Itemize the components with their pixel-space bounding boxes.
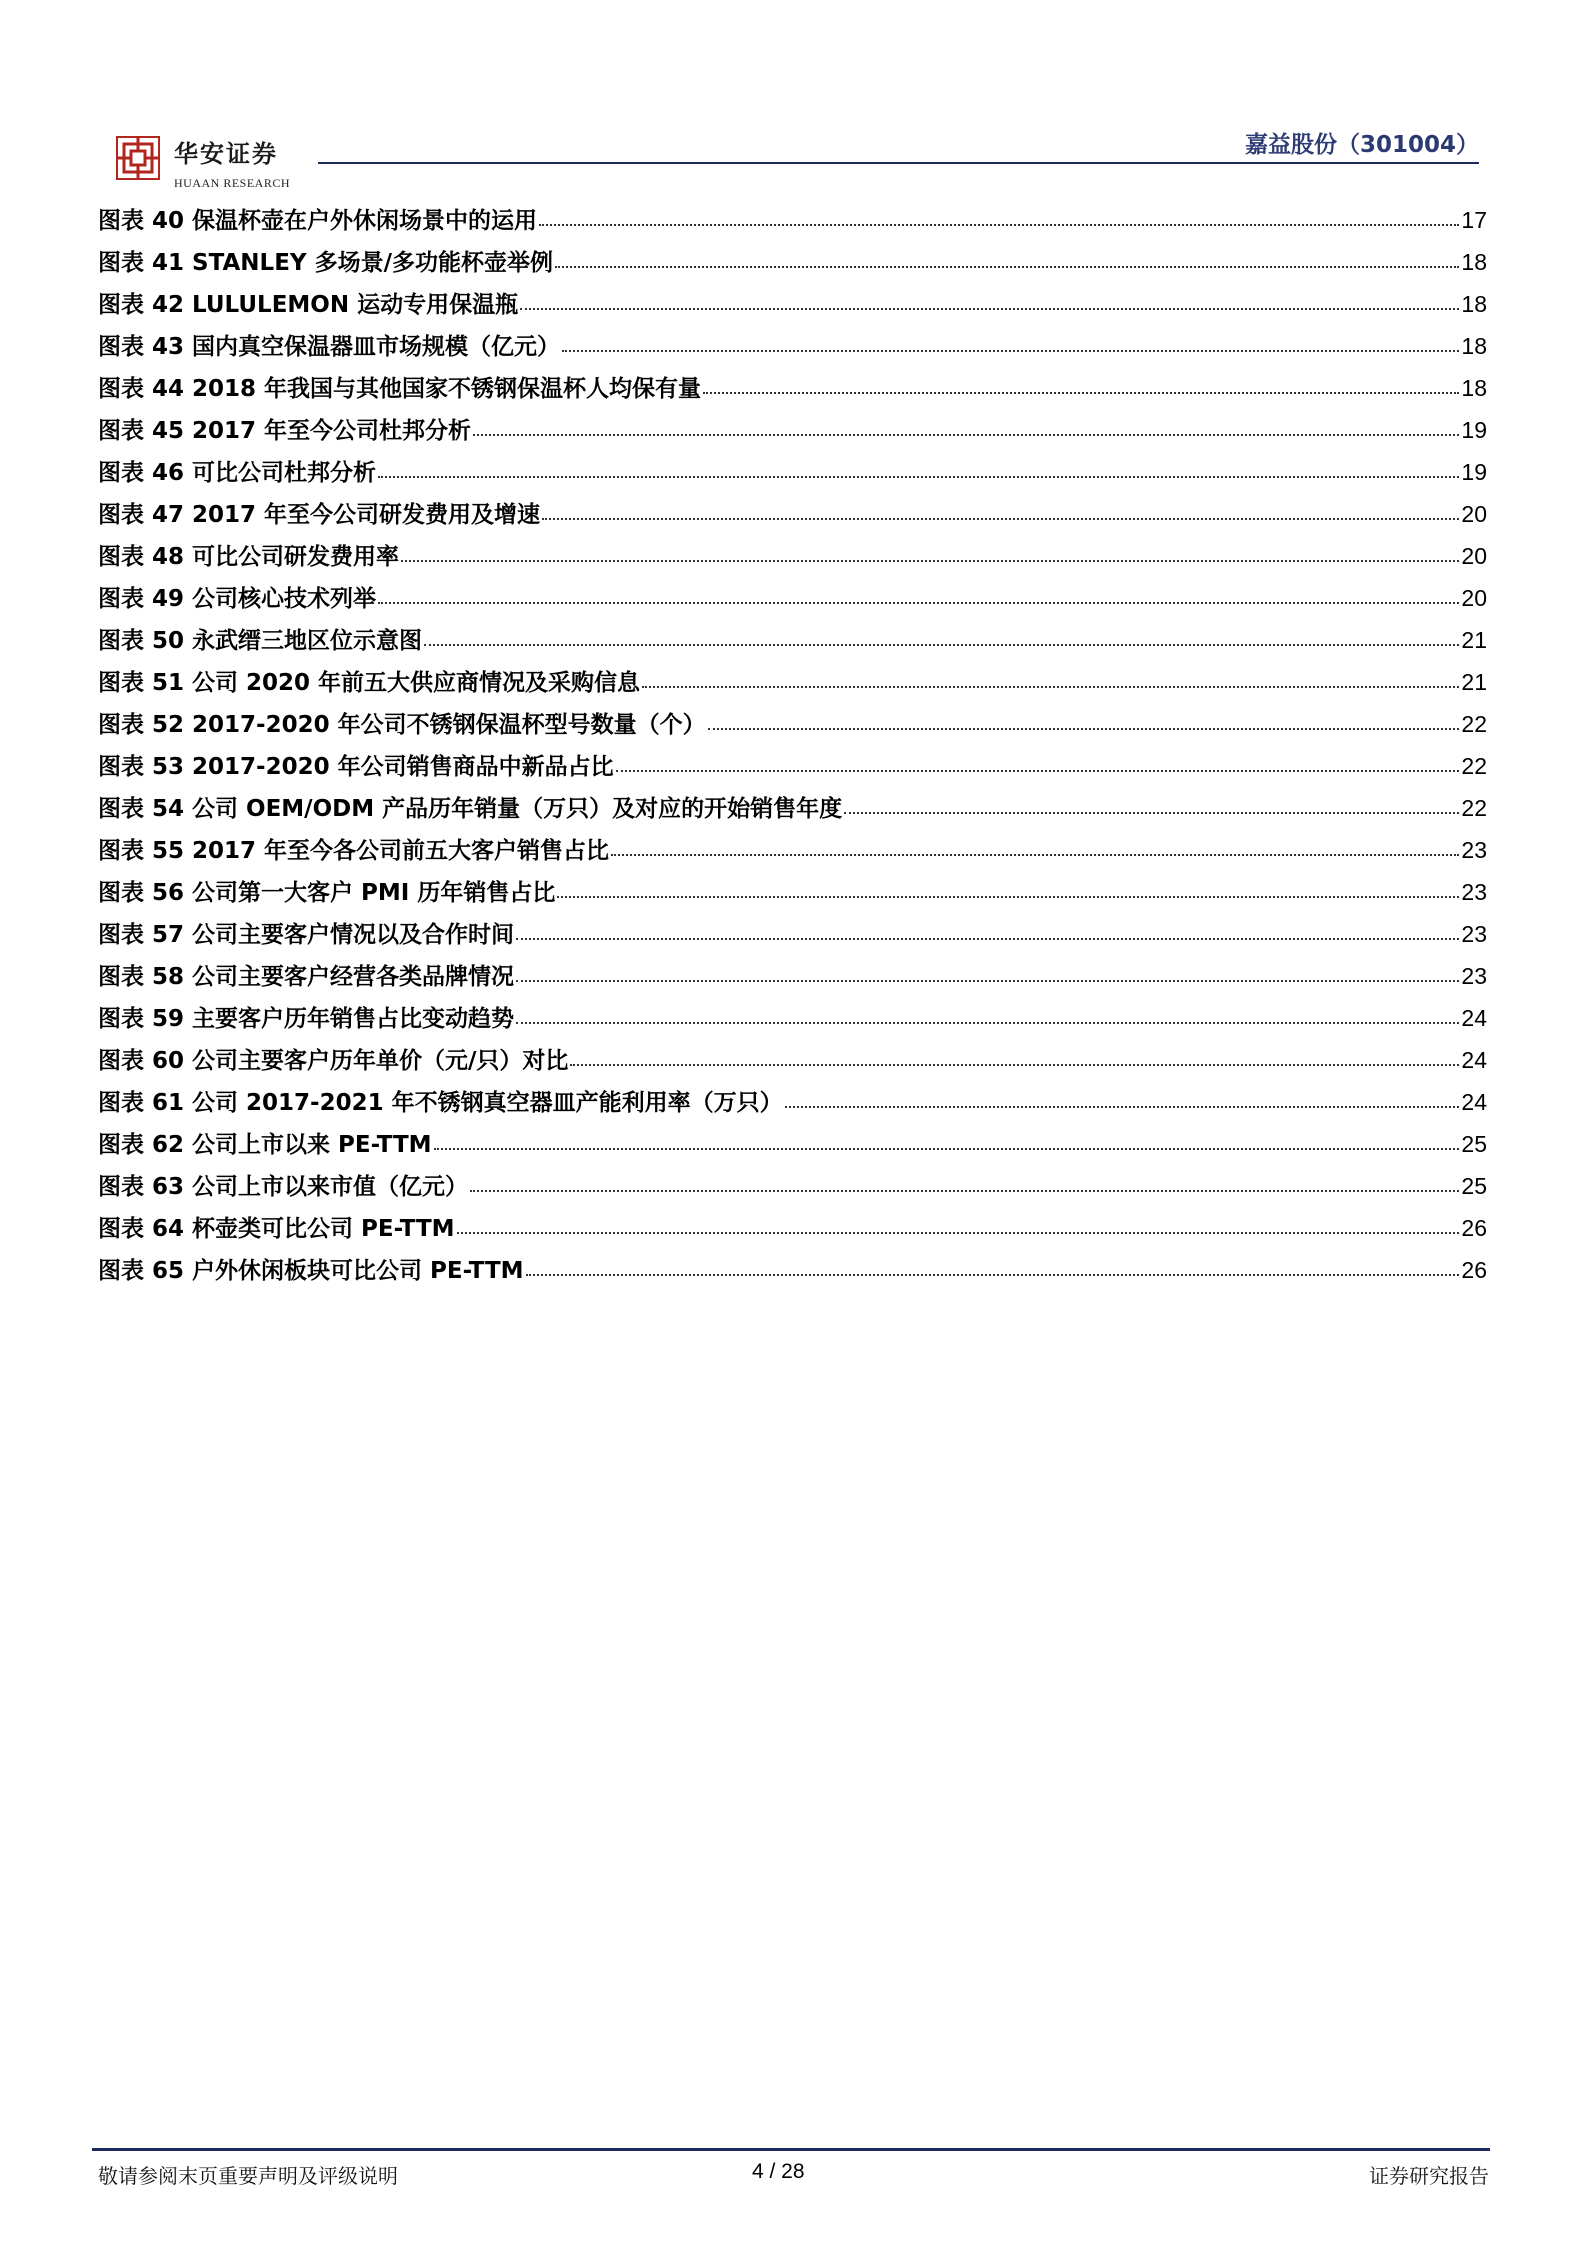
toc-entry[interactable] bbox=[98, 200, 1487, 242]
logo-subtext: HUAAN RESEARCH bbox=[174, 176, 291, 190]
toc-dot-leader bbox=[378, 450, 1459, 478]
toc-dot-leader bbox=[616, 744, 1460, 772]
toc-entry[interactable] bbox=[98, 1124, 1487, 1166]
toc-dot-leader bbox=[542, 492, 1459, 520]
toc-entry-label[interactable]: 图表 46 可比公司杜邦分析 bbox=[98, 460, 377, 486]
toc-dot-leader bbox=[844, 786, 1459, 814]
toc-entry-page[interactable]: 24 bbox=[1461, 1089, 1487, 1115]
toc-entry[interactable] bbox=[98, 704, 1487, 746]
toc-entry[interactable] bbox=[98, 284, 1487, 326]
toc-entry-page[interactable]: 20 bbox=[1461, 543, 1487, 569]
toc-dot-leader bbox=[785, 1080, 1460, 1108]
toc-entry-label[interactable]: 图表 54 公司 OEM/ODM 产品历年销量（万只）及对应的开始销售年度 bbox=[98, 796, 843, 822]
toc-entry-page[interactable]: 20 bbox=[1461, 585, 1487, 611]
toc-entry-label[interactable]: 图表 56 公司第一大客户 PMI 历年销售占比 bbox=[98, 880, 556, 906]
toc-dot-leader bbox=[642, 660, 1459, 688]
toc-entry-page[interactable]: 26 bbox=[1461, 1215, 1487, 1241]
toc-dot-leader bbox=[457, 1206, 1460, 1234]
toc-dot-leader bbox=[703, 366, 1459, 394]
toc-entry-label[interactable]: 图表 62 公司上市以来 PE-TTM bbox=[98, 1132, 432, 1158]
toc-entry-page[interactable]: 18 bbox=[1461, 249, 1487, 275]
toc-entry[interactable] bbox=[98, 1208, 1487, 1250]
toc-entry-label[interactable]: 图表 53 2017-2020 年公司销售商品中新品占比 bbox=[98, 754, 614, 780]
toc-dot-leader bbox=[570, 1038, 1459, 1066]
report-title: 嘉益股份（301004） bbox=[1244, 132, 1479, 158]
huaan-logo-icon bbox=[116, 136, 160, 180]
toc-entry-label[interactable]: 图表 65 户外休闲板块可比公司 PE-TTM bbox=[98, 1258, 524, 1284]
toc-entry[interactable] bbox=[98, 368, 1487, 410]
toc-entry[interactable] bbox=[98, 494, 1487, 536]
footer-disclaimer: 敬请参阅末页重要声明及评级说明 bbox=[98, 2164, 398, 2188]
toc-dot-leader bbox=[562, 324, 1459, 352]
toc-entry[interactable] bbox=[98, 1082, 1487, 1124]
toc-entry-label[interactable]: 图表 49 公司核心技术列举 bbox=[98, 586, 377, 612]
toc-entry-label[interactable]: 图表 63 公司上市以来市值（亿元） bbox=[98, 1174, 469, 1200]
figure-index-list bbox=[98, 200, 1487, 1292]
toc-dot-leader bbox=[555, 240, 1459, 268]
toc-entry-page[interactable]: 18 bbox=[1461, 375, 1487, 401]
toc-entry[interactable] bbox=[98, 914, 1487, 956]
toc-dot-leader bbox=[434, 1122, 1460, 1150]
toc-entry-page[interactable]: 17 bbox=[1461, 207, 1487, 233]
toc-entry[interactable] bbox=[98, 830, 1487, 872]
footer-report-type: 证券研究报告 bbox=[1369, 2164, 1489, 2188]
toc-entry-label[interactable]: 图表 51 公司 2020 年前五大供应商情况及采购信息 bbox=[98, 670, 641, 696]
toc-entry[interactable] bbox=[98, 242, 1487, 284]
toc-entry-label[interactable]: 图表 58 公司主要客户经营各类品牌情况 bbox=[98, 964, 515, 990]
toc-entry[interactable] bbox=[98, 410, 1487, 452]
toc-dot-leader bbox=[516, 912, 1459, 940]
toc-entry-label[interactable]: 图表 55 2017 年至今各公司前五大客户销售占比 bbox=[98, 838, 610, 864]
toc-entry-page[interactable]: 25 bbox=[1461, 1131, 1487, 1157]
toc-entry-page[interactable]: 24 bbox=[1461, 1005, 1487, 1031]
toc-entry-page[interactable]: 18 bbox=[1461, 291, 1487, 317]
toc-entry[interactable] bbox=[98, 788, 1487, 830]
toc-entry[interactable] bbox=[98, 326, 1487, 368]
toc-entry-label[interactable]: 图表 59 主要客户历年销售占比变动趋势 bbox=[98, 1006, 515, 1032]
toc-entry-label[interactable]: 图表 45 2017 年至今公司杜邦分析 bbox=[98, 418, 472, 444]
toc-entry-page[interactable]: 19 bbox=[1461, 417, 1487, 443]
toc-entry[interactable] bbox=[98, 620, 1487, 662]
toc-entry[interactable] bbox=[98, 1040, 1487, 1082]
toc-dot-leader bbox=[473, 408, 1459, 436]
toc-entry-page[interactable]: 23 bbox=[1461, 921, 1487, 947]
toc-entry[interactable] bbox=[98, 536, 1487, 578]
logo-text: 华安证券 bbox=[174, 139, 278, 168]
toc-entry-label[interactable]: 图表 48 可比公司研发费用率 bbox=[98, 544, 400, 570]
toc-entry-page[interactable]: 22 bbox=[1461, 753, 1487, 779]
toc-dot-leader bbox=[516, 954, 1459, 982]
toc-dot-leader bbox=[557, 870, 1459, 898]
toc-entry-page[interactable]: 18 bbox=[1461, 333, 1487, 359]
toc-entry-page[interactable]: 22 bbox=[1461, 711, 1487, 737]
toc-entry[interactable] bbox=[98, 746, 1487, 788]
toc-entry-label[interactable]: 图表 60 公司主要客户历年单价（元/只）对比 bbox=[98, 1048, 569, 1074]
toc-entry[interactable] bbox=[98, 1250, 1487, 1292]
toc-dot-leader bbox=[424, 618, 1459, 646]
footer-divider bbox=[92, 2148, 1490, 2151]
toc-entry-label[interactable]: 图表 40 保温杯壶在户外休闲场景中的运用 bbox=[98, 208, 538, 234]
toc-entry[interactable] bbox=[98, 956, 1487, 998]
page-header bbox=[92, 118, 1479, 188]
toc-dot-leader bbox=[470, 1164, 1459, 1192]
page-number: 4 / 28 bbox=[752, 2160, 805, 2183]
toc-entry-page[interactable]: 22 bbox=[1461, 795, 1487, 821]
toc-entry-label[interactable]: 图表 61 公司 2017-2021 年不锈钢真空器皿产能利用率（万只） bbox=[98, 1090, 783, 1116]
toc-entry-label[interactable]: 图表 52 2017-2020 年公司不锈钢保温杯型号数量（个） bbox=[98, 712, 706, 738]
toc-entry-page[interactable]: 19 bbox=[1461, 459, 1487, 485]
toc-entry[interactable] bbox=[98, 872, 1487, 914]
toc-entry-label[interactable]: 图表 41 STANLEY 多场景/多功能杯壶举例 bbox=[98, 250, 553, 276]
toc-dot-leader bbox=[401, 534, 1459, 562]
toc-dot-leader bbox=[516, 996, 1459, 1024]
toc-entry-page[interactable]: 23 bbox=[1461, 837, 1487, 863]
toc-entry-label[interactable]: 图表 50 永武缙三地区位示意图 bbox=[98, 628, 423, 654]
toc-entry-label[interactable]: 图表 64 杯壶类可比公司 PE-TTM bbox=[98, 1216, 455, 1242]
toc-entry-label[interactable]: 图表 47 2017 年至今公司研发费用及增速 bbox=[98, 502, 541, 528]
toc-entry-page[interactable]: 26 bbox=[1461, 1257, 1487, 1283]
toc-entry-label[interactable]: 图表 42 LULULEMON 运动专用保温瓶 bbox=[98, 292, 519, 318]
toc-entry[interactable] bbox=[98, 452, 1487, 494]
toc-dot-leader bbox=[526, 1248, 1460, 1276]
toc-dot-leader bbox=[611, 828, 1459, 856]
toc-entry[interactable] bbox=[98, 578, 1487, 620]
toc-entry-label[interactable]: 图表 44 2018 年我国与其他国家不锈钢保温杯人均保有量 bbox=[98, 376, 702, 402]
toc-entry-page[interactable]: 23 bbox=[1461, 879, 1487, 905]
toc-dot-leader bbox=[520, 282, 1459, 310]
toc-entry-label[interactable]: 图表 57 公司主要客户情况以及合作时间 bbox=[98, 922, 515, 948]
toc-entry[interactable] bbox=[98, 998, 1487, 1040]
toc-entry[interactable] bbox=[98, 662, 1487, 704]
toc-dot-leader bbox=[539, 198, 1459, 226]
header-divider bbox=[318, 162, 1479, 164]
toc-entry[interactable] bbox=[98, 1166, 1487, 1208]
toc-entry-page[interactable]: 23 bbox=[1461, 963, 1487, 989]
toc-entry-page[interactable]: 21 bbox=[1461, 669, 1487, 695]
toc-dot-leader bbox=[708, 702, 1460, 730]
toc-entry-label[interactable]: 图表 43 国内真空保温器皿市场规模（亿元） bbox=[98, 334, 561, 360]
toc-dot-leader bbox=[378, 576, 1459, 604]
toc-entry-page[interactable]: 25 bbox=[1461, 1173, 1487, 1199]
toc-entry-page[interactable]: 24 bbox=[1461, 1047, 1487, 1073]
toc-entry-page[interactable]: 20 bbox=[1461, 501, 1487, 527]
toc-entry-page[interactable]: 21 bbox=[1461, 627, 1487, 653]
